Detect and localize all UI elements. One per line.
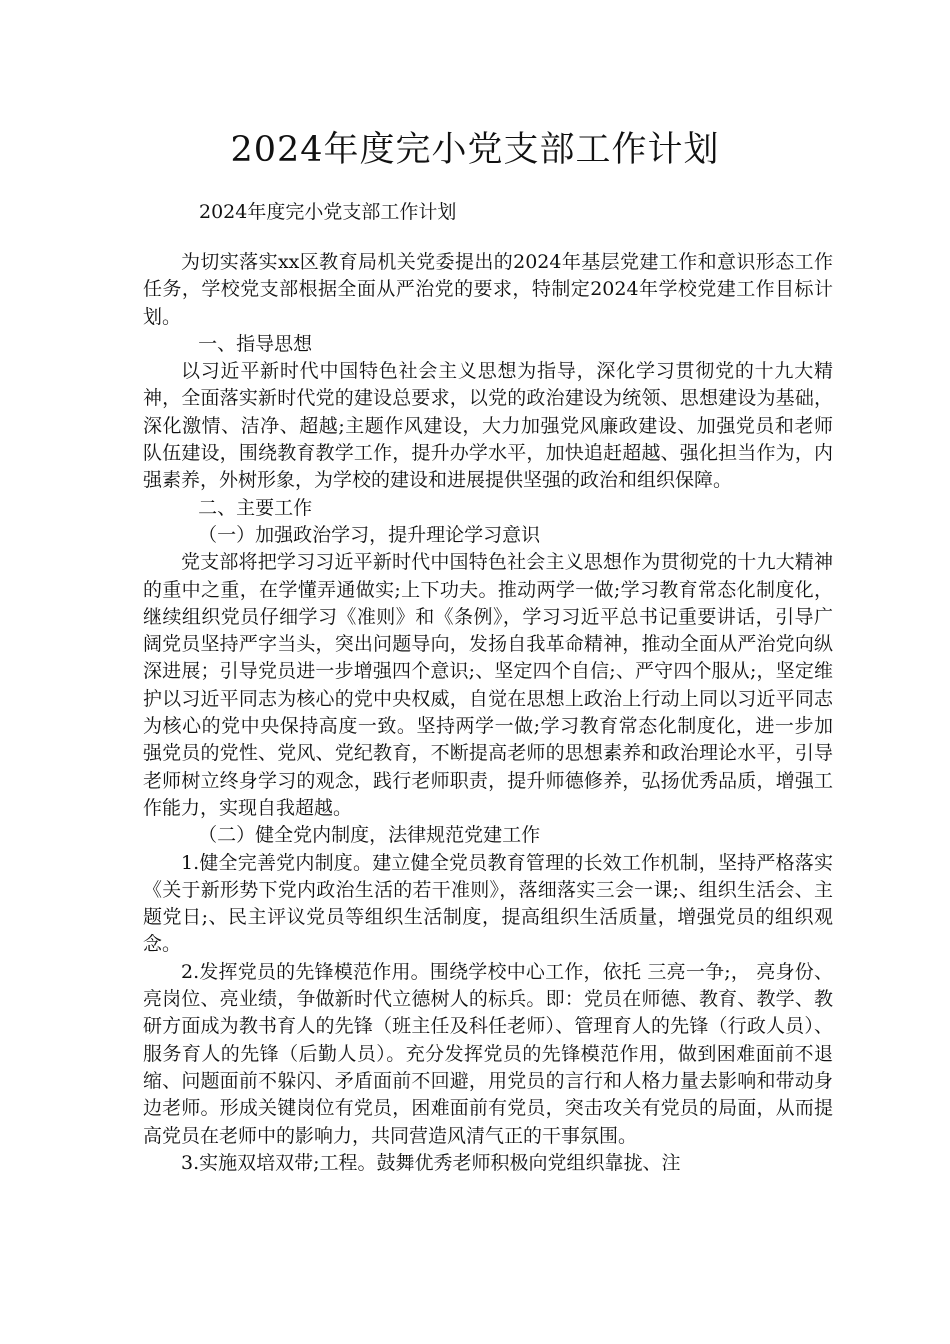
paragraph-intro: 为切实落实xx区教育局机关党委提出的2024年基层党建工作和意识形态工作任务，学校党支部根据全面从严治党的要求，特制定2024年学校党建工作目标计划。 xyxy=(143,251,833,328)
paragraph-guiding-ideology: 以习近平新时代中国特色社会主义思想为指导，深化学习贯彻党的十九大精神，全面落实新时代党的建设总要求，以党的政治建设为统领、思想建设为基础，深化激情、洁净、超越;主题作风建设，大力加强党风廉政建设、加强党员和老师队伍建设，围绕教育教学工作，提升办学水平，加快追赶超越、强化担当作为，内强素养，外树形象，为学校的建设和进展提供坚强的政治和组织保障。 xyxy=(143,360,833,492)
document-title: 2024年度完小党支部工作计划 xyxy=(230,130,720,170)
subsection-heading-party-system: （二）健全党内制度，法律规范党建工作 xyxy=(198,824,541,847)
paragraph-item-3: 3.实施双培双带;工程。鼓舞优秀老师积极向党组织靠拢、注 xyxy=(181,1151,681,1174)
section-heading-main-work: 二、主要工作 xyxy=(198,496,313,519)
section-heading-guiding-ideology: 一、指导思想 xyxy=(198,332,313,355)
subsection-heading-political-study: （一）加强政治学习，提升理论学习意识 xyxy=(198,523,541,546)
paragraph-political-study: 党支部将把学习习近平新时代中国特色社会主义思想作为贯彻党的十九大精神的重中之重，在学懂弄通做实;上下功夫。推动两学一做;学习教育常态化制度化，继续组织党员仔细学习《准则》和《条例》，学习习近平总书记重要讲话，引导广阔党员坚持严字当头，突出问题导向，发扬自我革命精神，推动全面从严治党向纵深进展；引导党员进一步增强四个意识;、坚定四个自信;、严守四个服从;，坚定维护以习近平同志为核心的党中央权威，自觉在思想上政治上行动上同以习近平同志为核心的党中央保持高度一致。坚持两学一做;学习教育常态化制度化，进一步加强党员的党性、党风、党纪教育，不断提高老师的思想素养和政治理论水平，引导老师树立终身学习的观念，践行老师职责，提升师德修养，弘扬优秀品质，增强工作能力，实现自我超越。 xyxy=(143,551,833,819)
document-subtitle: 2024年度完小党支部工作计划 xyxy=(199,201,457,223)
document-body xyxy=(143,249,833,1177)
paragraph-item-2: 2.发挥党员的先锋模范作用。围绕学校中心工作，依托 三亮一争;， 亮身份、亮岗位、亮业绩，争做新时代立德树人的标兵。即：党员在师德、教育、教学、教研方面成为教书育人的先锋（班主任及科任老师）、管理育人的先锋（行政人员）、服务育人的先锋（后勤人员）。充分发挥党员的先锋模范作用，做到困难面前不退缩、问题面前不躲闪、矛盾面前不回避，用党员的言行和人格力量去影响和带动身边老师。形成关键岗位有党员，困难面前有党员，突击攻关有党员的局面，从而提高党员在老师中的影响力，共同营造风清气正的干事氛围。 xyxy=(143,960,833,1147)
paragraph-item-1: 1.健全完善党内制度。建立健全党员教育管理的长效工作机制，坚持严格落实《关于新形势下党内政治生活的若干准则》，落细落实三会一课;、组织生活会、主题党日;、民主评议党员等组织生活制度，提高组织生活质量，增强党员的组织观念。 xyxy=(143,851,833,956)
